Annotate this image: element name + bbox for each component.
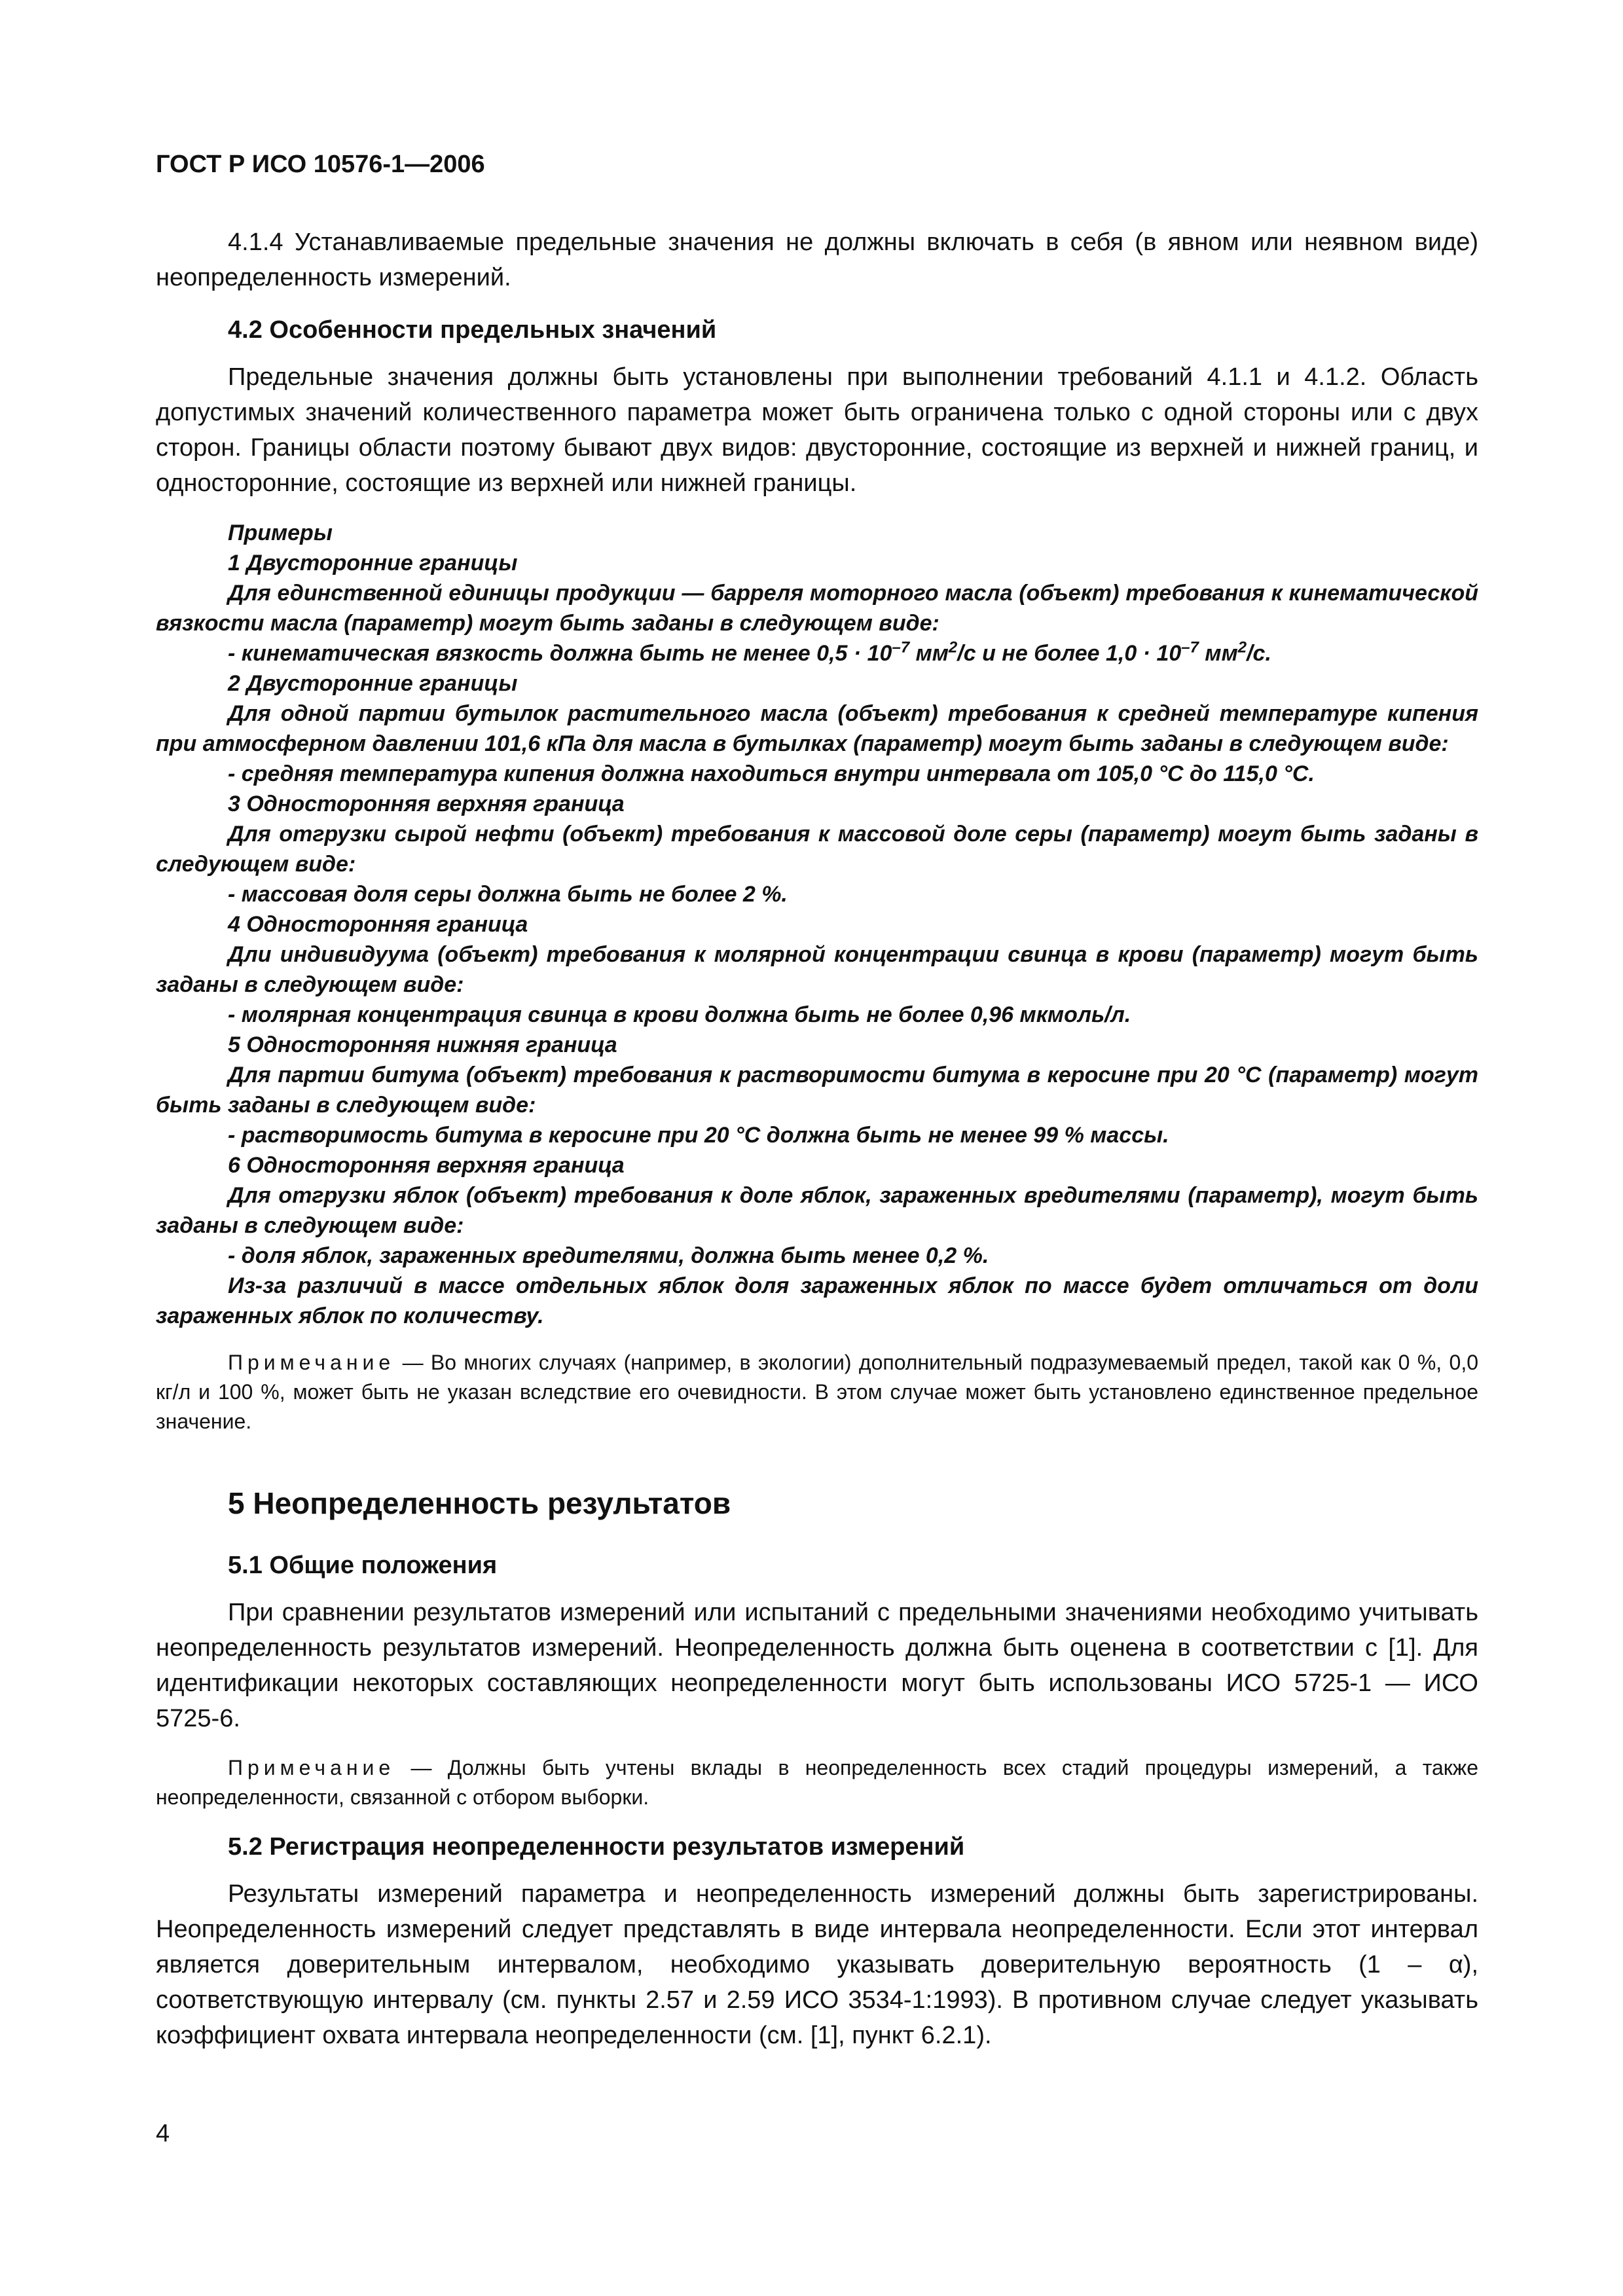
note-2-label: Примечание [228,1756,395,1779]
section-5-heading: 5 Неопределенность результатов [228,1486,731,1520]
example-5-requirement: - растворимость битума в керосине при 20 °С должна быть не менее 99 % массы. [228,1123,1169,1148]
example-6-text: Для отгрузки яблок (объект) требования к доле яблок, зараженных вредителями (параметр), могут быть заданы в следующем виде: [156,1183,1478,1238]
section-5-1-text: При сравнении результатов измерений или испытаний с предельными значениями необходимо учитывать неопределенность результатов измерений. Неопределенность должна быть оценена в соответствии с [1]. Для идентификации некоторых составляющих неопределенности могут быть использованы ИСО 5725-1 — ИСО 5725-6. [156,1599,1478,1732]
example-2-title: 2 Двусторонние границы [228,671,518,696]
example-6-title: 6 Односторонняя верхняя граница [228,1153,625,1178]
example-1-text: Для единственной единицы продукции — барреля моторного масла (объект) требования к кинематической вязкости масла (параметр) могут быть заданы в следующем виде: [156,581,1478,636]
examples-title: Примеры [228,520,333,545]
page-number: 4 [156,2120,170,2147]
section-4-2-text: Предельные значения должны быть установлены при выполнении требований 4.1.1 и 4.1.2. Область допустимых значений количественного параметра может быть ограничена только с одной стороны или с двух сторон. Границы области поэтому бывают двух видов: двусторонние, состоящие из верхней и нижней границ, и односторонние, состоящие из верхней или нижней границы. [156,363,1478,497]
example-1-title: 1 Двусторонние границы [228,551,518,575]
section-5-2-text: Результаты измерений параметра и неопределенность измерений должны быть зарегистрированы. Неопределенность измерений следует представлять в виде интервала неопределенности. Если этот интервал является доверительным интервалом, необходимо указывать доверительную вероятность (1 – α), соответствующую интервалу (см. пункты 2.57 и 2.59 ИСО 3534-1:1993). В противном случае следует указывать коэффициент охвата интервала неопределенности (см. [1], пункт 6.2.1). [156,1880,1478,2049]
section-5-1-heading: 5.1 Общие положения [228,1552,498,1579]
example-6-extra: Из-за различий в массе отдельных яблок доля зараженных яблок по массе будет отличаться от доли зараженных яблок по количеству. [156,1273,1478,1328]
example-3-text: Для отгрузки сырой нефти (объект) требования к массовой доле серы (параметр) могут быть заданы в следующем виде: [156,822,1478,877]
clause-4-1-4: 4.1.4 Устанавливаемые предельные значения не должны включать в себя (в явном или неявном виде) неопределенность измерений. [156,228,1478,291]
note-1-label: Примечание [228,1351,395,1374]
note-2 [156,1753,1478,1812]
example-4-title: 4 Односторонняя граница [228,912,528,937]
note-1-text: — Во многих случаях (например, в экологии) дополнительный подразумеваемый предел, такой как 0 %, 0,0 кг/л и 100 %, может быть не указан вследствие его очевидности. В этом случае может быть установлено единственное предельное значение. [156,1351,1478,1433]
document-page [156,151,1478,2070]
example-4-requirement: - молярная концентрация свинца в крови должна быть не более 0,96 мкмоль/л. [228,1002,1131,1027]
example-3-title: 3 Односторонняя верхняя граница [228,792,625,816]
note-2-text: — Должны быть учтены вклады в неопределенность всех стадий процедуры измерений, а также неопределенности, связанной с отбором выборки. [156,1756,1478,1809]
document-header: ГОСТ Р ИСО 10576-1—2006 [156,151,485,178]
example-2-text: Для одной партии бутылок растительного масла (объект) требования к средней температуре кипения при атмосферном давлении 101,6 кПа для масла в бутылках (параметр) могут быть заданы в следующем виде: [156,701,1478,756]
examples-block [156,518,1478,1331]
note-1 [156,1348,1478,1436]
example-5-text: Для партии битума (объект) требования к растворимости битума в керосине при 20 °С (параметр) могут быть заданы в следующем виде: [156,1063,1478,1118]
section-4-2-heading: 4.2 Особенности предельных значений [228,316,717,344]
example-1-requirement: - кинематическая вязкость должна быть не менее $0,5 \cdot 10^{-7}$ $мм^2/с$ и не более $1,0 \cdot 10^{-7}$ $мм^2/с$. [228,638,1271,666]
example-2-requirement: - средняя температура кипения должна находиться внутри интервала от 105,0 °С до 115,0 °С. [228,761,1315,786]
example-4-text: Дли индивидуума (объект) требования к молярной концентрации свинца в крови (параметр) могут быть заданы в следующем виде: [156,942,1478,997]
section-5-2-heading: 5.2 Регистрация неопределенности результатов измерений [228,1833,965,1861]
example-5-title: 5 Односторонняя нижняя граница [228,1032,617,1057]
example-6-requirement: - доля яблок, зараженных вредителями, должна быть менее 0,2 %. [228,1243,989,1268]
example-3-requirement: - массовая доля серы должна быть не более 2 %. [228,882,788,907]
